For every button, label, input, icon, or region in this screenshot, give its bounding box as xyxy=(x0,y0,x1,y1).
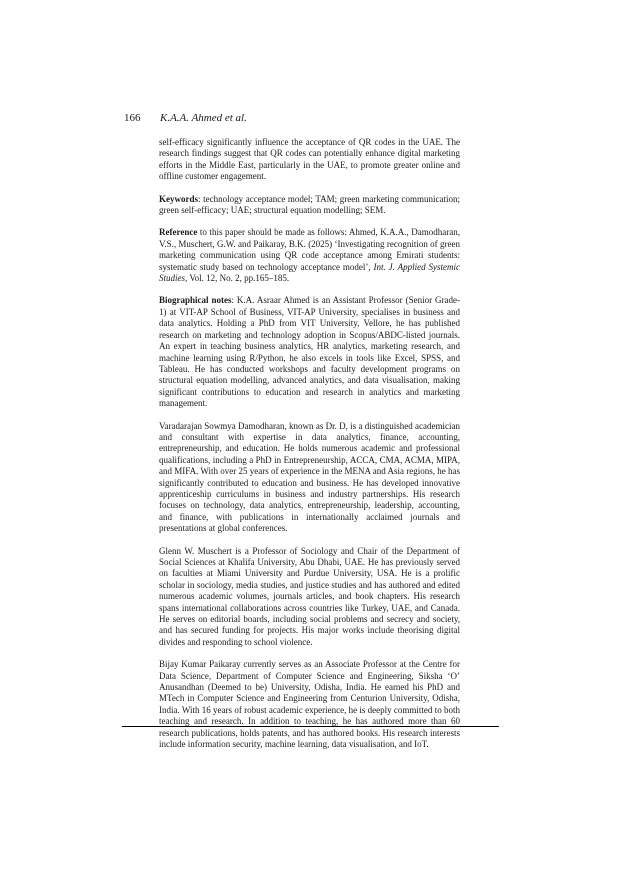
page-body xyxy=(159,137,460,762)
keywords-label: Keywords xyxy=(159,193,198,204)
reference-paragraph xyxy=(159,227,460,284)
running-header xyxy=(124,112,504,126)
bio-text-ahmed: : K.A. Asraar Ahmed is an Assistant Professor (Senior Grade-1) at VIT-AP School of Business, VIT-AP University, specialises in business and data analytics. Holding a PhD from VIT University, Vellore, he has published research on marketing and technology adoption in Scopus/ABDC-listed journals. An expert in teaching business analytics, HR analytics, marketing research, and machine learning using R/Python, he also excels in tools like Excel, SPSS, and Tableau. He has conducted workshops and faculty development programs on structural equation modelling, advanced analytics, and data visualisation, making significant contributions to education and research in analytics and marketing management. xyxy=(159,295,460,409)
bio-muschert: Glenn W. Muschert is a Professor of Sociology and Chair of the Department of Social Sciences at Khalifa University, Abu Dhabi, UAE. He has previously served on faculties at Miami University and Purdue University, USA. He is a prolific scholar in sociology, media studies, and justice studies and has authored and edited numerous academic volumes, journals articles, and book chapters. His research spans international collaborations across countries like Turkey, UAE, and Canada. He serves on editorial boards, including social problems and secrecy and society, and has secured funding for projects. His major works include theorising digital divides and responding to school violence. xyxy=(159,545,460,647)
reference-label: Reference xyxy=(159,227,198,238)
abstract-continuation: self-efficacy significantly influence the acceptance of QR codes in the UAE. The research findings suggest that QR codes can potentially enhance digital marketing efforts in the Middle East, particularly in the UAE, to promote greater online and offline customer engagement. xyxy=(159,137,460,182)
running-head-authors: K.A.A. Ahmed et al. xyxy=(160,112,247,124)
reference-text: to this paper should be made as follows: Ahmed, K.A.A., Damodharan, V.S., Muschert, G.W. and Paikaray, B.K. (2025) ‘Investigating recognition of green marketing communication using QR code acceptance among Emirati students: systematic study based on technology acceptance model’, xyxy=(159,227,460,272)
keywords-paragraph xyxy=(159,194,460,217)
bio-damodharan: Varadarajan Sowmya Damodharan, known as Dr. D, is a distinguished academician and consultant with expertise in data analytics, finance, accounting, entrepreneurship, and education. He holds numerous academic and professional qualifications, including a PhD in Entrepreneurship, ACCA, CMA, ACMA, MIPA, and MIFA. With over 25 years of experience in the MENA and Asia regions, he has significantly contributed to education and business. He has developed innovative apprenticeship curriculums in business and industry partnerships. His research focuses on technology, data analytics, entrepreneurship, leadership, accounting, and finance, with publications in internationally acclaimed journals and presentations at global conferences. xyxy=(159,420,460,534)
page-number: 166 xyxy=(124,112,141,124)
biographical-notes-paragraph xyxy=(159,295,460,409)
bio-paikaray: Bijay Kumar Paikaray currently serves as an Associate Professor at the Centre for Data Science, Department of Computer Science and Engineering, Siksha ‘O’ Anusandhan (Deemed to be) University, Odisha, India. He earned his PhD and MTech in Computer Science and Engineering from Centurion University, Odisha, India. With 16 years of robust academic experience, he is deeply committed to both teaching and research. In addition to teaching, he has authored more than 60 research publications, holds patents, and has authored books. His research interests include information security, machine learning, data visualisation, and IoT. xyxy=(159,659,460,750)
keywords-text: : technology acceptance model; TAM; green marketing communication; green self-efficacy; UAE; structural equation modelling; SEM. xyxy=(159,193,460,216)
bio-label: Biographical notes xyxy=(159,295,232,306)
bottom-rule xyxy=(122,726,499,727)
reference-tail: , Vol. 12, No. 2, pp.165–185. xyxy=(185,273,290,284)
reference-journal: Int. J. Applied Systemic Studies xyxy=(159,261,460,284)
